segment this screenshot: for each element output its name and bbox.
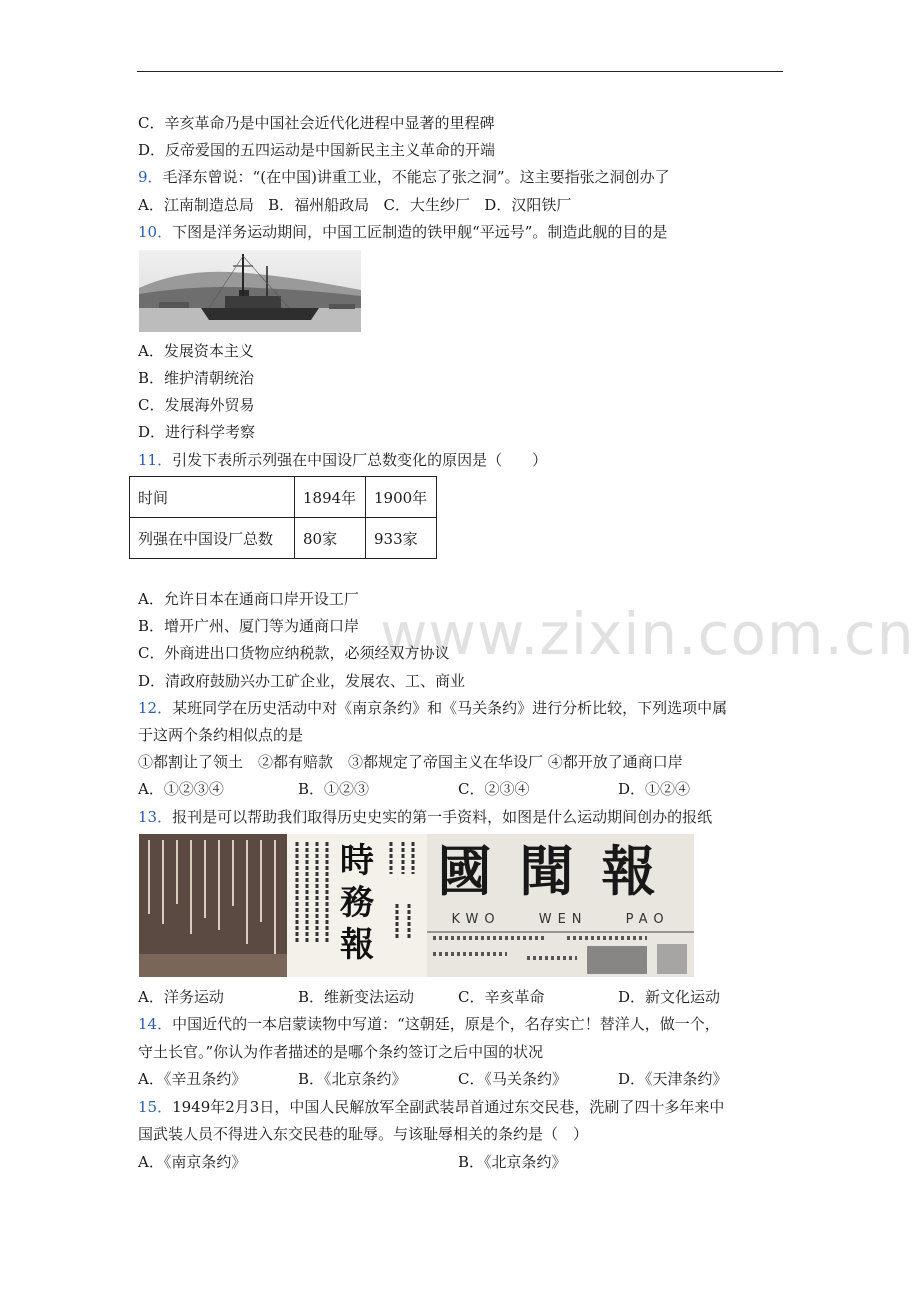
q9-number: 9． xyxy=(138,168,163,186)
q13-option-a: A．洋务运动 xyxy=(138,988,224,1006)
q10-option-a: A．发展资本主义 xyxy=(138,342,254,360)
q12-options xyxy=(138,779,690,799)
shiwubao-text-columns xyxy=(287,834,427,977)
q9-option-b: B．福州船政局 xyxy=(268,196,370,214)
q13-option-c: C．辛亥革命 xyxy=(458,988,545,1006)
q12-option-b: B．①②③ xyxy=(298,780,370,798)
q9-stem xyxy=(138,167,670,187)
table-cell: 1894年 xyxy=(295,477,366,518)
q11-number: 11． xyxy=(138,451,173,469)
q12-option-d: D．①②④ xyxy=(618,780,691,798)
guowenbao-page xyxy=(427,834,694,977)
q10-option-c: C．发展海外贸易 xyxy=(138,396,255,414)
q15-option-a: A．《南京条约》 xyxy=(138,1153,247,1171)
q11-stem xyxy=(138,450,547,470)
q12-items: ①都割让了领土 ②都有赔款 ③都规定了帝国主义在华设厂 ④都开放了通商口岸 xyxy=(138,753,683,771)
q12-stem-line2: 于这两个条约相似点的是 xyxy=(138,726,304,744)
shiwubao-page xyxy=(287,834,427,977)
q13-option-b: B．维新变法运动 xyxy=(298,988,415,1006)
q11-option-d: D．清政府鼓励兴办工矿企业，发展农、工、商业 xyxy=(138,672,466,690)
q10-text: 下图是洋务运动期间，中国工匠制造的铁甲舰“平远号”。制造此舰的目的是 xyxy=(172,223,668,241)
header-rule xyxy=(137,71,783,72)
q15-stem-line1 xyxy=(138,1097,724,1117)
newspaper-strip-dark xyxy=(139,834,287,977)
q15-number: 15． xyxy=(138,1098,173,1116)
q15-stem-line2: 国武装人员不得进入东交民巷的耻辱。与该耻辱相关的条约是（ ） xyxy=(138,1125,589,1143)
q15-option-b: B．《北京条约》 xyxy=(458,1153,567,1171)
ironclad-pingyuan-photo xyxy=(139,250,361,332)
q14-option-b: B．《北京条约》 xyxy=(298,1070,407,1088)
q9-option-a: A．江南制造总局 xyxy=(138,196,254,214)
column-lines xyxy=(139,834,287,977)
q12-text: 某班同学在历史活动中对《南京条约》和《马关条约》进行分析比较，下列选项中属 xyxy=(172,699,728,717)
q12-option-a: A．①②③④ xyxy=(138,780,224,798)
q12-number: 12． xyxy=(138,699,173,717)
table-cell: 列强在中国设厂总数 xyxy=(130,518,295,559)
q9-text: 毛泽东曾说：“(在中国)讲重工业，不能忘了张之洞”。这主要指张之洞创办了 xyxy=(162,168,670,186)
q13-text: 报刊是可以帮助我们取得历史史实的第一手资料，如图是什么运动期间创办的报纸 xyxy=(172,808,713,826)
guowenbao-roman-title: KWO WEN PAO xyxy=(451,912,670,927)
q8-option-d: D．反帝爱国的五四运动是中国新民主主义革命的开端 xyxy=(138,141,496,159)
q8-option-c: C．辛亥革命乃是中国社会近代化进程中显著的里程碑 xyxy=(138,114,495,132)
q13-stem xyxy=(138,807,712,827)
q14-stem-line1 xyxy=(138,1014,720,1034)
q11-option-a: A．允许日本在通商口岸开设工厂 xyxy=(138,590,359,608)
q13-options xyxy=(138,987,720,1007)
q14-text: 中国近代的一本启蒙读物中写道：“这朝廷，原是个，名存实亡！替洋人，做一个， xyxy=(172,1015,720,1033)
table-row xyxy=(130,518,437,559)
q9-options xyxy=(138,195,571,215)
q9-option-d: D．汉阳铁厂 xyxy=(484,196,572,214)
guowenbao-title: 國聞報 xyxy=(437,839,684,903)
q14-option-d: D．《天津条约》 xyxy=(618,1070,728,1088)
table-row xyxy=(130,477,437,518)
q15-options xyxy=(138,1152,567,1172)
q10-option-b: B．维护清朝统治 xyxy=(138,369,255,387)
q14-number: 14． xyxy=(138,1015,173,1033)
newspaper-images xyxy=(139,834,694,977)
q15-text: 1949年2月3日，中国人民解放军全副武装昂首通过东交民巷，洗刷了四十多年来中 xyxy=(172,1098,725,1116)
q13-option-d: D．新文化运动 xyxy=(618,988,721,1006)
q12-option-c: C．②③④ xyxy=(458,780,530,798)
q10-stem xyxy=(138,222,667,242)
q11-text: 引发下表所示列强在中国设厂总数变化的原因是（ ） xyxy=(172,451,548,469)
factory-count-table xyxy=(129,476,437,559)
q14-stem-line2: 守土长官。”你认为作者描述的是哪个条约签订之后中国的状况 xyxy=(138,1043,544,1061)
table-cell: 80家 xyxy=(295,518,366,559)
q13-number: 13． xyxy=(138,808,173,826)
q14-options xyxy=(138,1069,728,1089)
table-cell: 时间 xyxy=(130,477,295,518)
q14-option-a: A．《辛丑条约》 xyxy=(138,1070,247,1088)
q12-stem-line1 xyxy=(138,698,727,718)
q11-option-b: B．增开广州、厦门等为通商口岸 xyxy=(138,617,360,635)
q14-option-c: C．《马关条约》 xyxy=(458,1070,567,1088)
watermark: www.zixin.com.cn xyxy=(380,600,915,668)
table-cell: 933家 xyxy=(366,518,437,559)
q9-option-c: C．大生纱厂 xyxy=(383,196,470,214)
q11-option-c: C．外商进出口货物应纳税款，必须经双方协议 xyxy=(138,644,450,662)
shiwubao-title: 時務報 xyxy=(340,841,374,965)
q10-option-d: D．进行科学考察 xyxy=(138,423,256,441)
table-cell: 1900年 xyxy=(366,477,437,518)
q10-number: 10． xyxy=(138,223,173,241)
guowenbao-print-texture xyxy=(427,834,694,977)
